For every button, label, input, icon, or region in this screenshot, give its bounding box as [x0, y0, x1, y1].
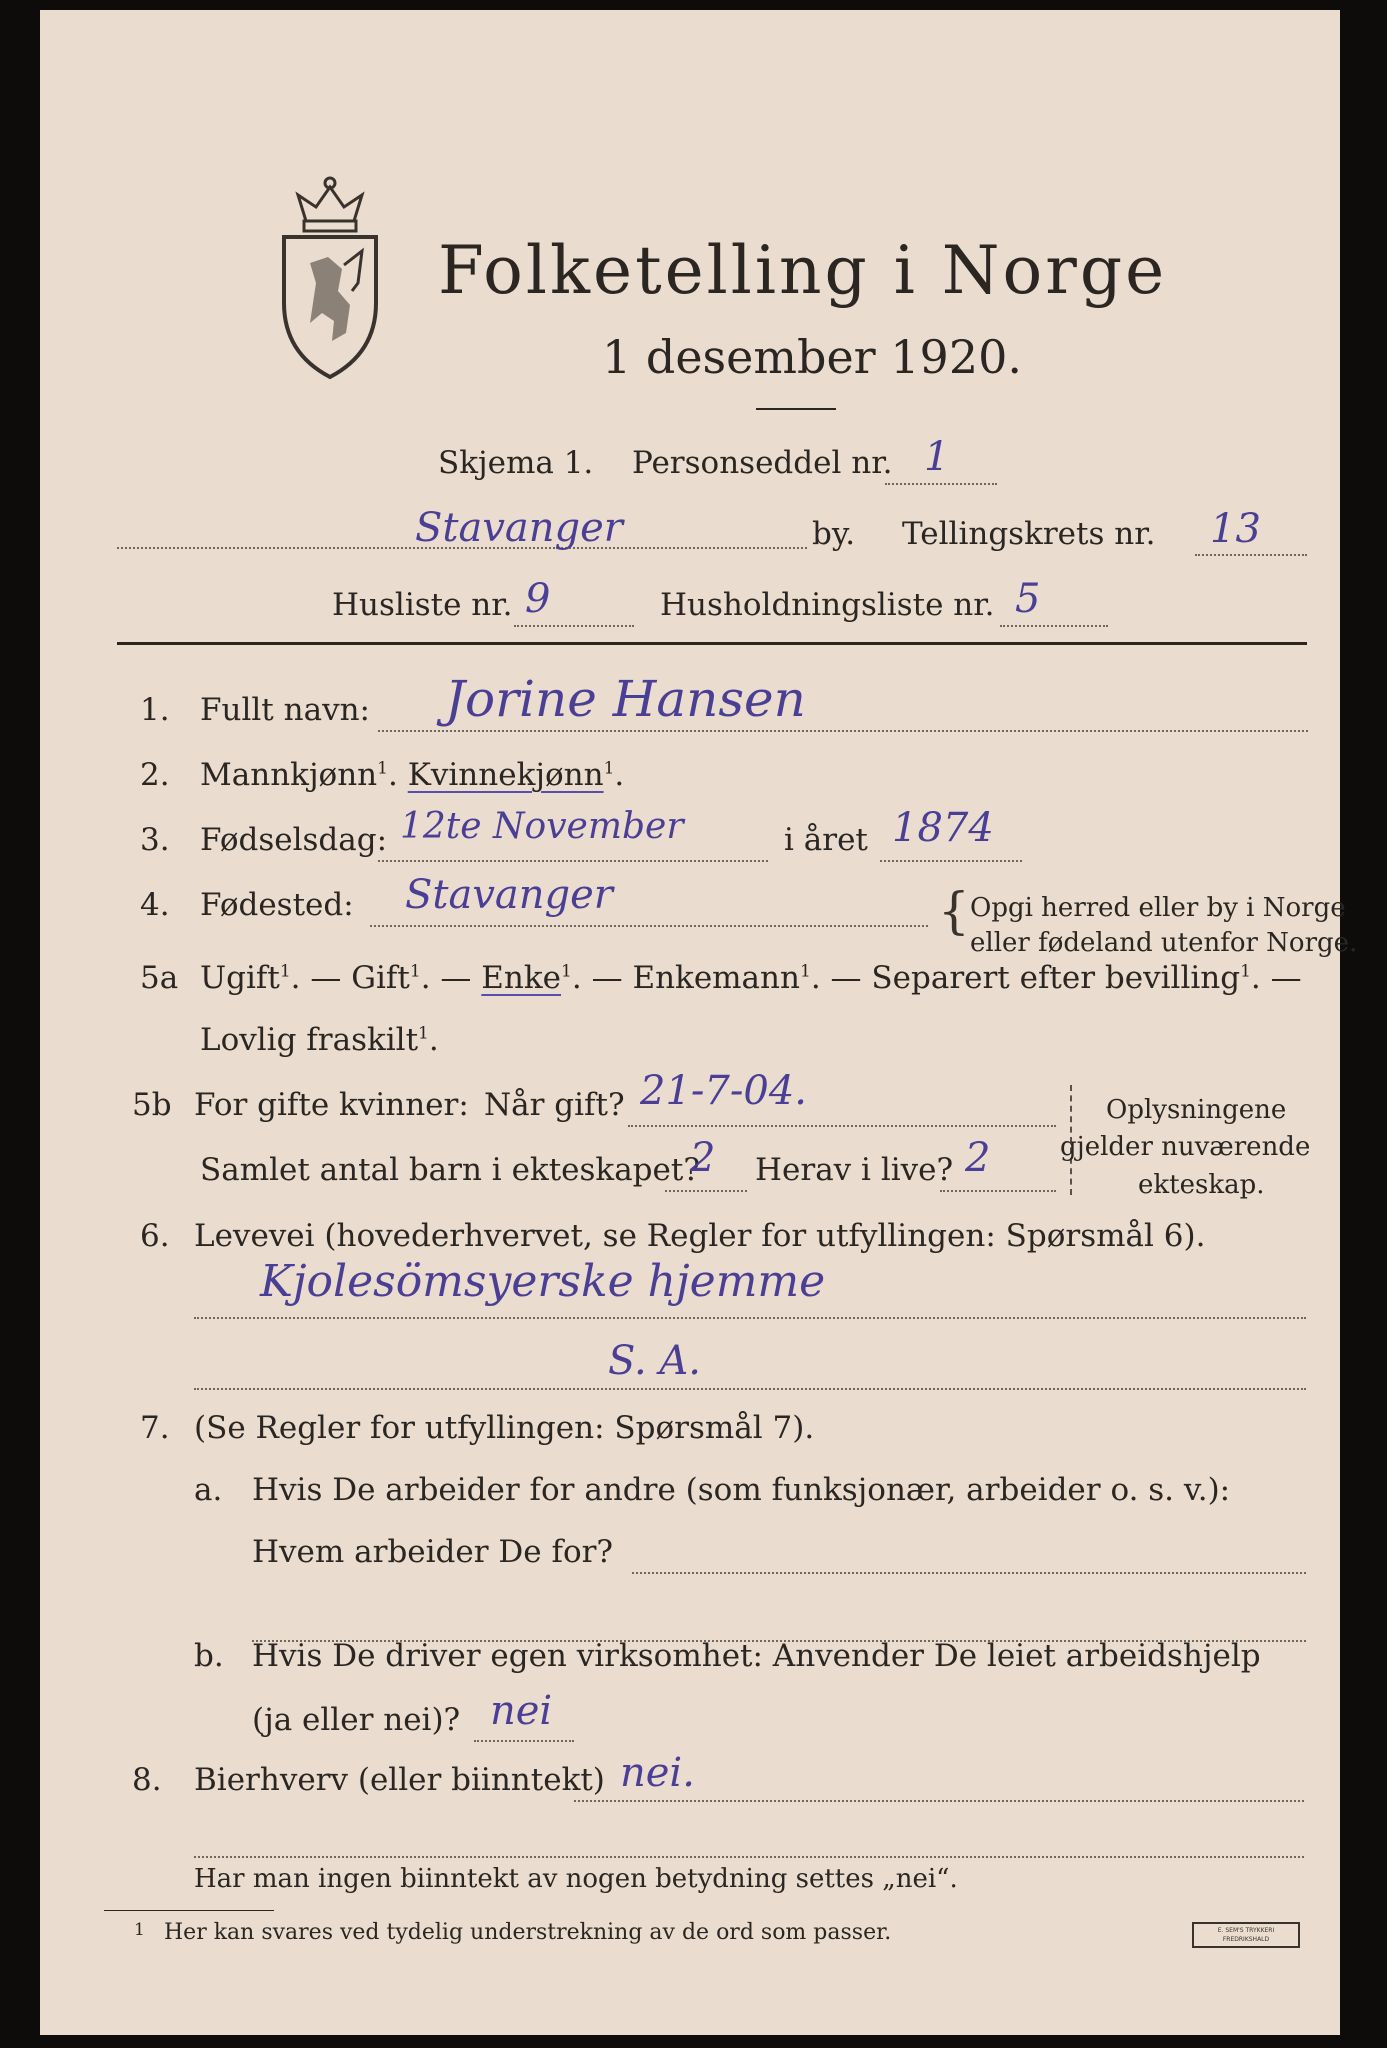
sentence-dot: . [571, 960, 582, 996]
census-form-page [40, 10, 1358, 2035]
q3-label: Fødselsdag: [200, 822, 388, 858]
q4-note-2: eller fødeland utenfor Norge. [970, 928, 1358, 958]
personseddel-value: 1 [924, 434, 950, 480]
q8-label: Bierhverv (eller biinntekt) [194, 1762, 605, 1798]
personseddel-label: Personseddel nr. [632, 445, 893, 481]
lovlig-fraskilt-option: Lovlig fraskilt [200, 1022, 419, 1058]
q2-options [200, 757, 624, 793]
personseddel-line [885, 483, 997, 485]
gift-option: Gift [351, 960, 410, 996]
q1-label: Fullt navn: [200, 692, 370, 728]
tellingskrets-value: 13 [1210, 506, 1261, 552]
tellingskrets-label: Tellingskrets nr. [902, 516, 1156, 552]
dash: — [1260, 960, 1302, 996]
q6-label: Levevei (hovederhvervet, se Regler for utfyllingen: Spørsmål 6). [194, 1218, 1206, 1254]
footnote-ref: 1 [561, 961, 572, 982]
q3-day-value: 12te November [400, 806, 684, 847]
q4-note-1: Opgi herred eller by i Norge [970, 893, 1346, 923]
q6-number: 6. [140, 1218, 170, 1254]
husholdningsliste-line [1000, 625, 1108, 627]
dash: — [581, 960, 633, 996]
q7b-letter: b. [194, 1638, 224, 1674]
footnote-ref: 1 [603, 758, 615, 779]
q5a-options-cont [200, 1022, 439, 1058]
q2-number: 2. [140, 757, 170, 793]
q7a-question: Hvem arbeider De for? [252, 1534, 614, 1570]
footnote-mark: 1 [134, 1920, 145, 1940]
q4-brace: { [938, 882, 970, 940]
enkemann-option: Enkemann [632, 960, 800, 996]
q4-number: 4. [140, 887, 170, 923]
footnote-ref: 1 [799, 961, 811, 982]
q4-label: Fødested: [200, 887, 354, 923]
q7a-text: Hvis De arbeider for andre (som funksjonær, arbeider o. s. v.): [252, 1472, 1231, 1508]
q5b-label: For gifte kvinner: [194, 1087, 469, 1123]
tellingskrets-line [1195, 554, 1307, 556]
printer-mark [1192, 1922, 1300, 1948]
q7-label: (Se Regler for utfyllingen: Spørsmål 7). [194, 1410, 815, 1446]
footnote-ref: 1 [418, 1023, 429, 1044]
by-label: by. [812, 516, 856, 552]
sentence-dot: . [614, 757, 625, 793]
footnote-ref: 1 [409, 961, 421, 982]
q5b-naar-value: 21-7-04. [640, 1068, 807, 1114]
sentence-dot: . [290, 960, 301, 996]
husholdningsliste-value: 5 [1015, 576, 1041, 622]
divider [756, 408, 836, 410]
q8-number: 8. [132, 1762, 162, 1798]
q5b-live-value: 2 [965, 1135, 991, 1181]
dash: — [300, 960, 352, 996]
sentence-dot: . [420, 960, 431, 996]
q5b-note-2: gjelder nuværende [1060, 1132, 1311, 1162]
footnote-text: Her kan svares ved tydelig understrekning av de ord som passer. [164, 1920, 892, 1945]
q5b-number: 5b [132, 1087, 172, 1123]
footnote-ref: 1 [279, 961, 291, 982]
q5a-options [200, 960, 1302, 996]
q5b-note-1: Oplysningene [1106, 1095, 1287, 1125]
husliste-label: Husliste nr. [332, 587, 513, 623]
q5a-number: 5a [140, 960, 179, 996]
q3-year-value: 1874 [892, 805, 994, 851]
q5b-barn-label: Samlet antal barn i ekteskapet? [200, 1152, 700, 1188]
q6-value-2: S. A. [608, 1338, 702, 1384]
q7a-letter: a. [194, 1472, 223, 1508]
by-value: Stavanger [415, 505, 623, 551]
q4-value: Stavanger [405, 872, 613, 918]
husliste-line [514, 625, 634, 627]
q8-value: nei. [620, 1750, 695, 1796]
q7-number: 7. [140, 1410, 170, 1446]
q7b-value: nei [490, 1688, 553, 1734]
q8-line-1 [574, 1800, 1304, 1802]
q6-line-1 [194, 1317, 1306, 1319]
q3-year-line [880, 860, 1022, 862]
sentence-dot: . [1250, 960, 1261, 996]
kvinnekjonn-option: Kvinnekjønn [407, 757, 604, 793]
ugift-option: Ugift [200, 960, 280, 996]
q1-value: Jorine Hansen [445, 670, 806, 728]
printer-mark-text: E. SEM'S TRYKKERI FREDRIKSHALD [1217, 1927, 1275, 1943]
q1-number: 1. [140, 692, 170, 728]
q5b-note-3: ekteskap. [1138, 1170, 1265, 1200]
skjema-label: Skjema 1. [438, 445, 594, 481]
q3-aaret-label: i året [784, 822, 868, 858]
q3-number: 3. [140, 822, 170, 858]
q6-value: Kjolesömsyerske hjemme [260, 1256, 826, 1307]
footnote-ref: 1 [377, 758, 388, 779]
footnote-rule [104, 1910, 274, 1911]
norwegian-coat-of-arms-icon [270, 173, 390, 383]
husholdningsliste-label: Husholdningsliste nr. [660, 587, 995, 623]
dash: — [430, 960, 482, 996]
q1-line [378, 730, 1308, 732]
enke-option: Enke [481, 960, 562, 996]
q5b-barn-line [665, 1190, 747, 1192]
footnote-ref: 1 [1240, 961, 1251, 982]
q3-day-line [378, 860, 768, 862]
sentence-dot: . [388, 757, 398, 793]
mannkjonn-option: Mannkjønn [200, 757, 378, 793]
q8-line-2 [194, 1856, 1304, 1858]
form-title: Folketelling i Norge [438, 232, 1168, 309]
dash: — [820, 960, 872, 996]
separert-option: Separert efter bevilling [871, 960, 1241, 996]
sentence-dot: . [810, 960, 821, 996]
q7a-line-1 [632, 1572, 1306, 1574]
q4-line [370, 925, 928, 927]
q5b-live-line [940, 1190, 1056, 1192]
sentence-dot: . [428, 1022, 439, 1058]
q7b-line [474, 1740, 574, 1742]
census-date: 1 desember 1920. [602, 330, 1022, 384]
husliste-value: 9 [525, 576, 551, 622]
q6-line-2 [194, 1388, 1306, 1390]
q5b-naar-line [628, 1125, 1056, 1127]
bottom-note: Har man ingen biinntekt av nogen betydning settes „nei“. [194, 1864, 958, 1894]
q5b-naar-label: Når gift? [484, 1087, 625, 1123]
q5b-live-label: Herav i live? [755, 1152, 954, 1188]
q7b-text: Hvis De driver egen virksomhet: Anvender De leiet arbeidshjelp [252, 1638, 1261, 1674]
header-rule [117, 642, 1307, 645]
q5b-barn-value: 2 [690, 1135, 716, 1181]
q7b-question: (ja eller nei)? [252, 1702, 461, 1738]
